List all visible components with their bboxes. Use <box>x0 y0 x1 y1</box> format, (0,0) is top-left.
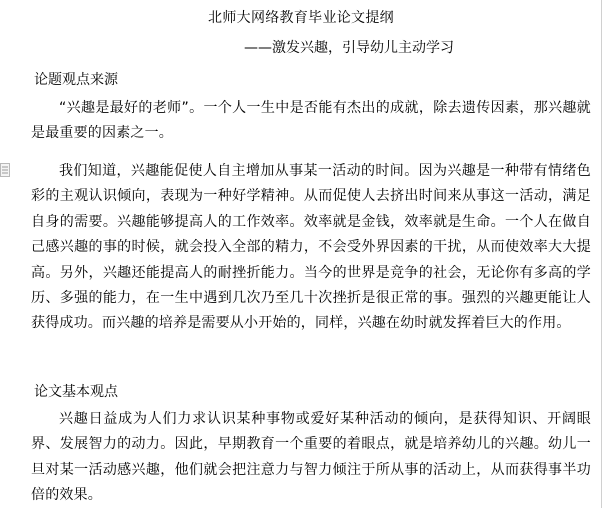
document-subtitle: ——激发兴趣，引导幼儿主动学习 <box>244 40 454 56</box>
paragraph: “兴趣是最好的老师”。一个人一生中是否能有杰出的成就，除去遗传因素，那兴趣就是最重要的因素之一。 <box>31 100 591 142</box>
paragraph: 兴趣日益成为人们力求认识某种事物或爱好某种活动的倾向，是获得知识、开阔眼界、发展智力的动力。因此，早期教育一个重要的着眼点，就是培养幼儿的兴趣。幼儿一旦对某一活动感兴趣，他们就会把注意力与智力倾注于所从事的活动上，从而获得事半功倍的效果。 <box>31 411 591 504</box>
section-heading-topic-source: 论题观点来源 <box>34 72 118 88</box>
document-lines-icon <box>0 162 10 176</box>
paragraph: 我们知道，兴趣能促使人自主增加从事某一活动的时间。因为兴趣是一种带有情绪色彩的主观认识倾向，表现为一种好学精神。从而促使人去挤出时间来从事这一活动，满足自身的需要。兴趣能够提高人的工作效率。效率就是金钱，效率就是生命。一个人在做自己感兴趣的事的时候，就会投入全部的精力，不会受外界因素的干扰，从而使效率大大提高。另外，兴趣还能提高人的耐挫折能力。当今的世界是竞争的社会，无论你有多高的学历、多强的能力，在一生中遇到几次乃至几十次挫折是很正常的事。强烈的兴趣更能让人获得成功。而兴趣的培养是需要从小开始的，同样，兴趣在幼时就发挥着巨大的作用。 <box>31 163 591 332</box>
document-title: 北师大网络教育毕业论文提纲 <box>208 10 394 26</box>
section-heading-basic-view: 论文基本观点 <box>34 384 118 400</box>
